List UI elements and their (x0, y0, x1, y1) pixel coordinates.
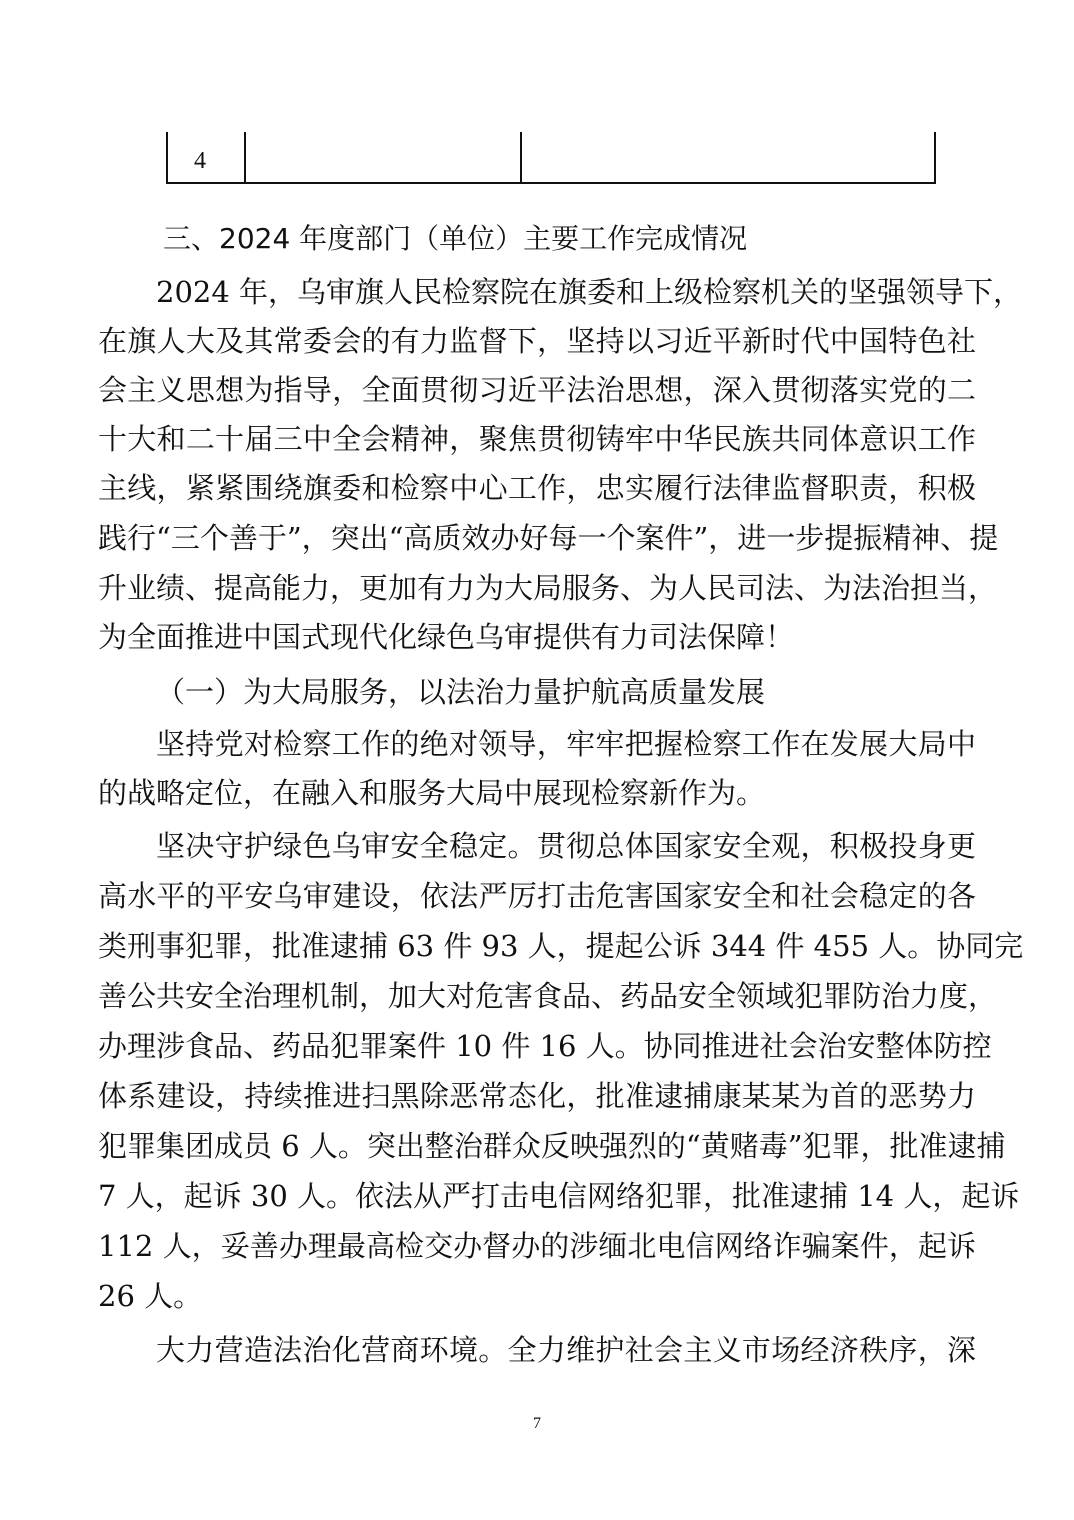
paragraph-line: 26 人。 (98, 1279, 203, 1313)
paragraph-line: 善公共安全治理机制，加大对危害食品、药品安全领域犯罪防治力度， (98, 979, 998, 1013)
table-divider-1 (244, 132, 246, 184)
paragraph-line: 在旗人大及其常委会的有力监督下，坚持以习近平新时代中国特色社 (98, 324, 976, 358)
table-border-left (166, 132, 168, 184)
paragraph-line: 类刑事犯罪，批准逮捕 63 件 93 人，提起公诉 344 件 455 人。协同完 (98, 929, 1024, 963)
table-divider-2 (520, 132, 522, 184)
paragraph-line: 践行“三个善于”，突出“高质效办好每一个案件”，进一步提振精神、提 (98, 521, 999, 555)
paragraph-line: 十大和二十届三中全会精神，聚焦贯彻铸牢中华民族共同体意识工作 (98, 422, 976, 456)
paragraph-line: 坚持党对检察工作的绝对领导，牢牢把握检察工作在发展大局中 (156, 727, 976, 761)
paragraph-line: 升业绩、提高能力，更加有力为大局服务、为人民司法、为法治担当， (98, 571, 998, 605)
table-border-bottom (166, 182, 936, 184)
paragraph-line: 坚决守护绿色乌审安全稳定。贯彻总体国家安全观，积极投身更 (156, 829, 976, 863)
paragraph-line: 为全面推进中国式现代化绿色乌审提供有力司法保障！ (98, 620, 795, 654)
paragraph-line: 主线，紧紧围绕旗委和检察中心工作，忠实履行法律监督职责，积极 (98, 471, 976, 505)
paragraph-line: 的战略定位，在融入和服务大局中展现检察新作为。 (98, 776, 766, 810)
paragraph-line: 犯罪集团成员 6 人。突出整治群众反映强烈的“黄赌毒”犯罪，批准逮捕 (98, 1129, 1006, 1163)
paragraph-line: 大力营造法治化营商环境。全力维护社会主义市场经济秩序，深 (156, 1333, 976, 1367)
paragraph-line: 体系建设，持续推进扫黑除恶常态化，批准逮捕康某某为首的恶势力 (98, 1079, 976, 1113)
table-row-number: 4 (194, 148, 206, 174)
table-fragment (166, 132, 934, 184)
subsection-heading: （一）为大局服务，以法治力量护航高质量发展 (156, 675, 766, 709)
paragraph-line: 会主义思想为指导，全面贯彻习近平法治思想，深入贯彻落实党的二 (98, 373, 976, 407)
paragraph-line: 112 人，妥善办理最高检交办督办的涉缅北电信网络诈骗案件，起诉 (98, 1229, 976, 1263)
page-number: 7 (533, 1415, 541, 1432)
paragraph-line: 2024 年，乌审旗人民检察院在旗委和上级检察机关的坚强领导下， (156, 275, 1023, 309)
paragraph-line: 7 人，起诉 30 人。依法从严打击电信网络犯罪，批准逮捕 14 人，起诉 (98, 1179, 1020, 1213)
table-border-right (934, 132, 936, 184)
section-heading: 三、2024 年度部门（单位）主要工作完成情况 (163, 222, 748, 255)
paragraph-line: 办理涉食品、药品犯罪案件 10 件 16 人。协同推进社会治安整体防控 (98, 1029, 992, 1063)
paragraph-line: 高水平的平安乌审建设，依法严厉打击危害国家安全和社会稳定的各 (98, 879, 976, 913)
